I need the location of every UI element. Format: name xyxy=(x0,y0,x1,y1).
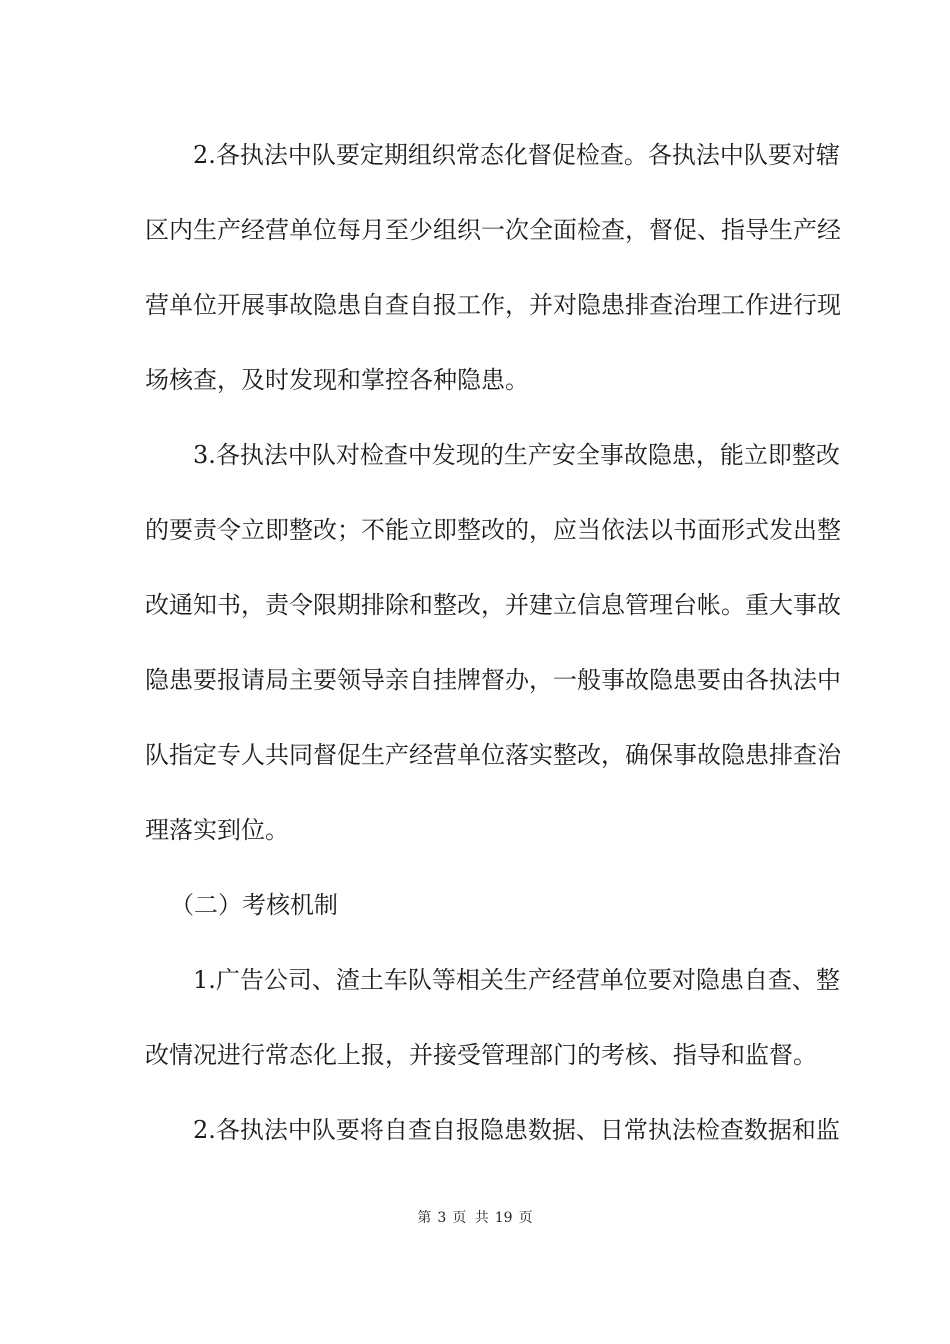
paragraph-1-line-3: 营单位开展事故隐患自查自报工作，并对隐患排查治理工作进行现 xyxy=(145,291,841,319)
page-footer xyxy=(0,1209,950,1227)
paragraph-3-line-2: 改情况进行常态化上报，并接受管理部门的考核、指导和监督。 xyxy=(145,1041,817,1069)
paragraph-1-line-4: 场核查，及时发现和掌控各种隐患。 xyxy=(145,366,529,394)
paragraph-1-line-2: 区内生产经营单位每月至少组织一次全面检查，督促、指导生产经 xyxy=(145,216,841,244)
paragraph-2-line-4: 隐患要报请局主要领导亲自挂牌督办，一般事故隐患要由各执法中 xyxy=(145,666,841,694)
section-heading: （二）考核机制 xyxy=(170,891,338,919)
paragraph-2-line-6: 理落实到位。 xyxy=(145,816,289,844)
paragraph-2-line-3: 改通知书，责令限期排除和整改，并建立信息管理台帐。重大事故 xyxy=(145,591,841,619)
paragraph-2-line-2: 的要责令立即整改；不能立即整改的，应当依法以书面形式发出整 xyxy=(145,516,841,544)
paragraph-4-line-1: 2.各执法中队要将自查自报隐患数据、日常执法检查数据和监 xyxy=(193,1116,840,1144)
paragraph-3-line-1: 1.广告公司、渣土车队等相关生产经营单位要对隐患自查、整 xyxy=(193,966,840,994)
footer-prefix: 第 xyxy=(417,1210,432,1226)
footer-suffix: 页 xyxy=(518,1210,533,1226)
paragraph-2-line-5: 队指定专人共同督促生产经营单位落实整改，确保事故隐患排查治 xyxy=(145,741,841,769)
paragraph-1-line-1: 2.各执法中队要定期组织常态化督促检查。各执法中队要对辖 xyxy=(193,141,840,169)
footer-middle: 页 共 xyxy=(452,1210,489,1226)
footer-total-pages: 19 xyxy=(494,1210,513,1226)
footer-current-page: 3 xyxy=(437,1210,447,1226)
paragraph-2-line-1: 3.各执法中队对检查中发现的生产安全事故隐患，能立即整改 xyxy=(193,441,840,469)
